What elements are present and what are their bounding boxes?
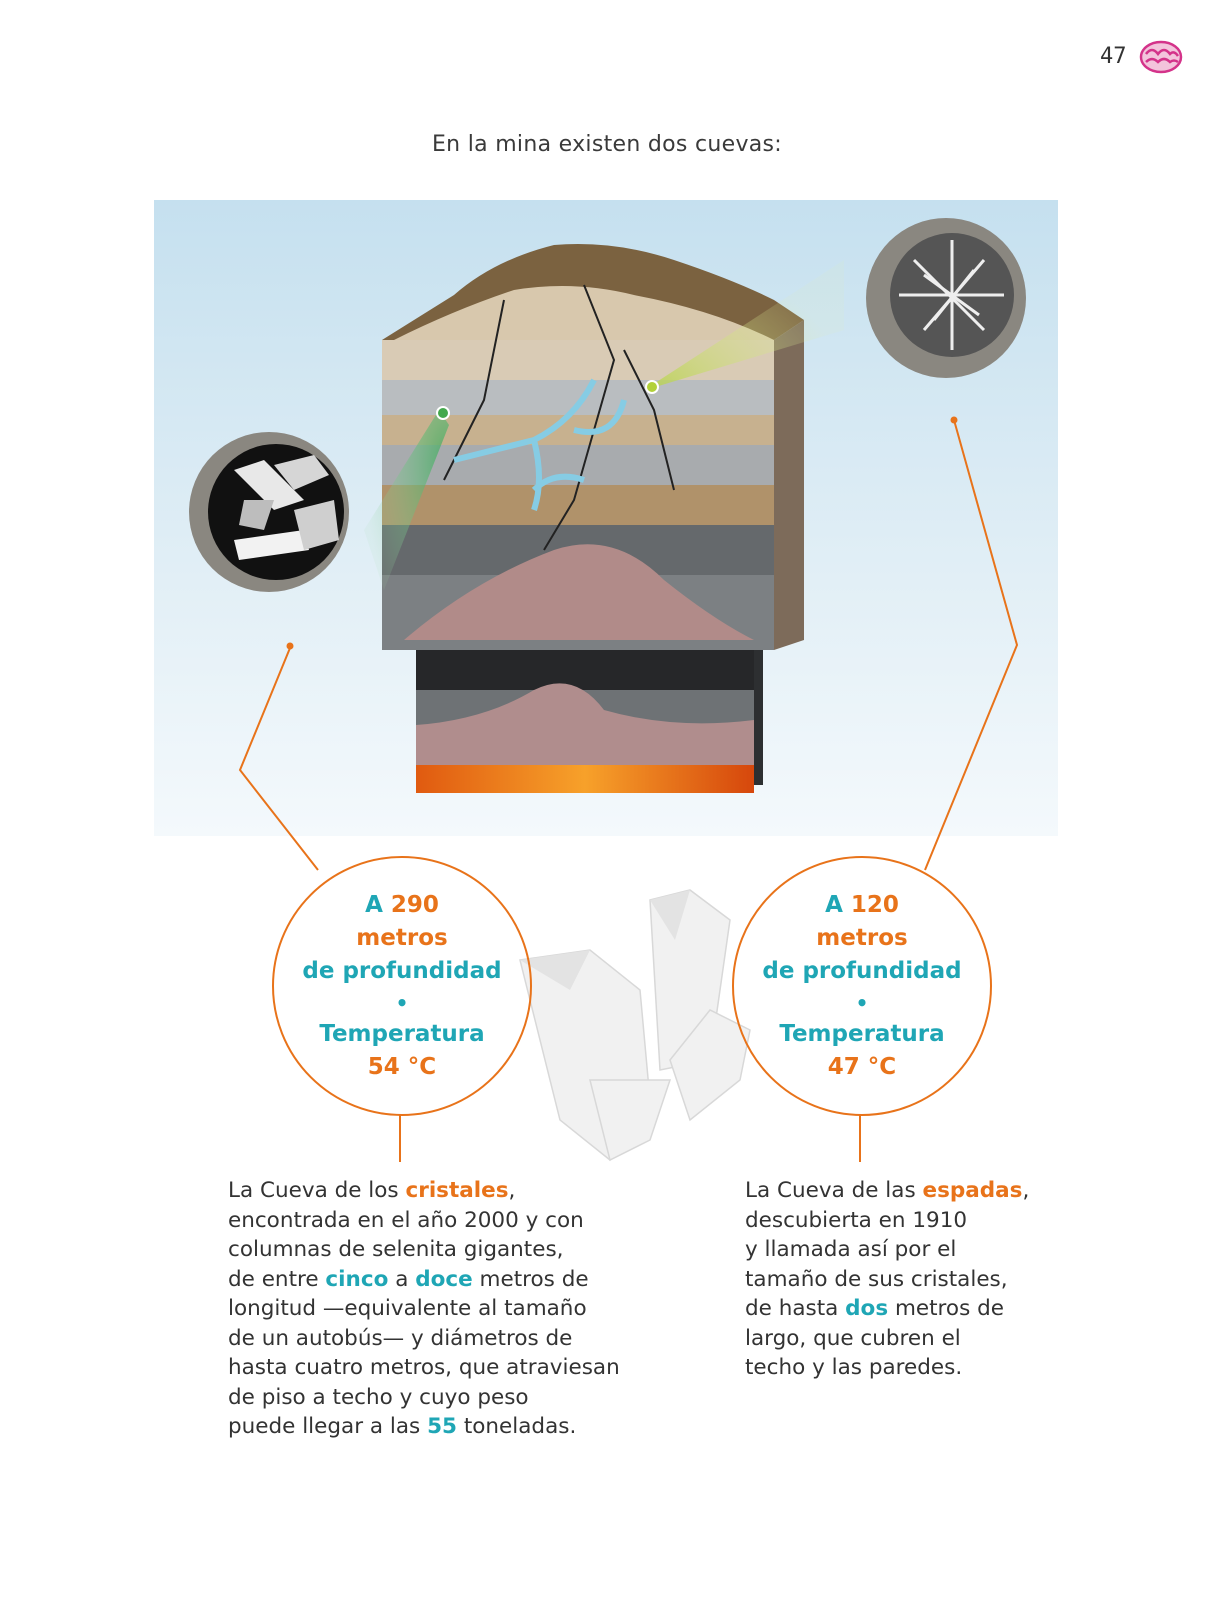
temperature-label: Temperatura	[319, 1020, 485, 1047]
depth-prefix: A	[365, 891, 383, 918]
depth-suffix: de profundidad	[762, 957, 962, 984]
depth-unit: metros	[356, 924, 448, 951]
depth-value: 120	[850, 891, 899, 918]
sword-cave-info-circle	[732, 856, 992, 1116]
crystal-cave-geode-icon	[189, 432, 349, 592]
temperature-value: 54 °C	[367, 1053, 437, 1080]
highlight-doce: doce	[415, 1266, 473, 1292]
sword-cave-geode-icon	[866, 218, 1026, 378]
mine-cross-section-illustration	[154, 200, 1058, 836]
separator-dot: •	[855, 990, 869, 1015]
sword-cave-description: La Cueva de las espadas, descubierta en 1910 y llamada así por el tamaño de sus cristales, de hasta dos metros de largo, que cubren el techo y las paredes.	[745, 1178, 1030, 1380]
temperature-value: 47 °C	[827, 1053, 897, 1080]
intro-text: En la mina existen dos cuevas:	[431, 132, 783, 157]
pink-brain-logo-icon	[1138, 38, 1184, 76]
highlight-espadas: espadas	[922, 1178, 1023, 1203]
separator-dot: •	[395, 990, 409, 1015]
temperature-label: Temperatura	[779, 1020, 945, 1047]
depth-value: 290	[390, 891, 439, 918]
decorative-crystal-icon	[500, 880, 760, 1170]
depth-suffix: de profundidad	[302, 957, 502, 984]
highlight-55: 55	[427, 1414, 457, 1439]
page-number: 47	[1100, 44, 1127, 69]
highlight-dos: dos	[845, 1296, 889, 1321]
highlight-cinco: cinco	[325, 1266, 389, 1292]
crystal-cave-description: La Cueva de los cristales, encontrada en el año 2000 y con columnas de selenita gigantes, de entre cinco a doce metros de longitud —equivalente al tamaño de un autobús— y diámetros de hasta cuatro metros, que atraviesan de piso a techo y cuyo peso puede llegar a las 55 toneladas.	[228, 1178, 620, 1439]
depth-unit: metros	[816, 924, 908, 951]
crystal-cave-info-circle	[272, 856, 532, 1116]
depth-prefix: A	[825, 891, 843, 918]
highlight-cristales: cristales	[405, 1178, 509, 1203]
